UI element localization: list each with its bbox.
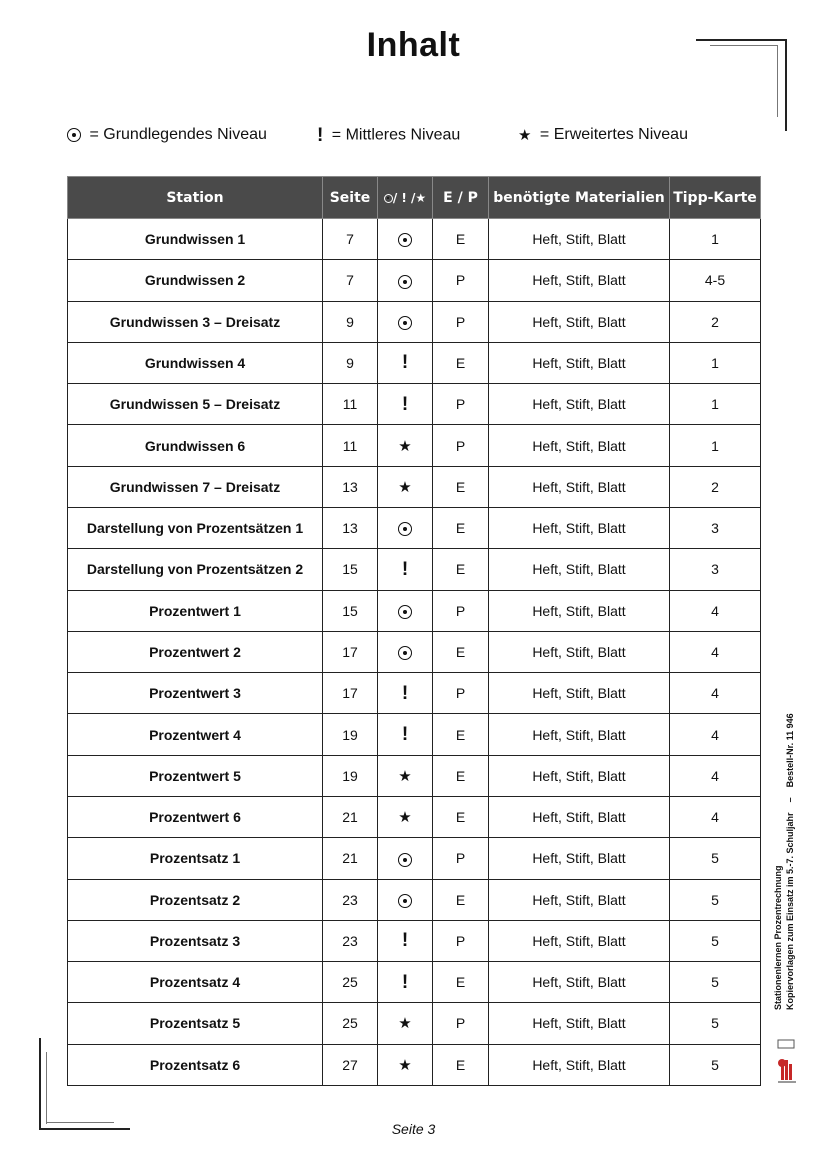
niveau-cell [378,260,433,301]
niveau-cell [378,920,433,961]
exclamation-icon: ! [401,971,409,993]
table-row [68,384,761,425]
circle-dot-icon [398,316,412,330]
table-row [68,590,761,631]
station-cell: Grundwissen 2 [68,260,323,301]
tipp-karte-cell: 1 [670,425,761,466]
ep-cell: P [433,920,489,961]
exclamation-icon: ! [401,558,409,580]
niveau-cell [378,631,433,672]
materialien-cell: Heft, Stift, Blatt [489,755,670,796]
tipp-karte-cell: 5 [670,962,761,1003]
ep-cell: P [433,590,489,631]
table-row [68,838,761,879]
table-row [68,755,761,796]
ep-cell: P [433,384,489,425]
materialien-cell: Heft, Stift, Blatt [489,260,670,301]
side-series-title: Stationenlernen Prozentrechnung [773,865,783,1010]
table-row [68,714,761,755]
page-number: Seite 3 [391,1121,436,1137]
materialien-cell: Heft, Stift, Blatt [489,590,670,631]
header-materialien: benötigte Materialien [489,177,670,219]
star-icon: ★ [415,190,427,205]
materialien-cell: Heft, Stift, Blatt [489,673,670,714]
station-cell: Grundwissen 4 [68,342,323,383]
niveau-cell [378,219,433,260]
exclamation-icon: ! [401,352,409,374]
circle-dot-icon [398,894,412,908]
niveau-cell [378,1044,433,1085]
station-cell: Prozentwert 1 [68,590,323,631]
seite-cell: 17 [323,631,378,672]
materialien-cell: Heft, Stift, Blatt [489,796,670,837]
materialien-cell: Heft, Stift, Blatt [489,301,670,342]
niveau-cell [378,301,433,342]
ep-cell: P [433,301,489,342]
publisher-logo [774,1036,800,1086]
seite-cell: 9 [323,342,378,383]
legend-basic-level [67,126,267,144]
niveau-cell [378,879,433,920]
page-title: Inhalt [366,26,461,64]
seite-cell: 25 [323,962,378,1003]
table-row [68,466,761,507]
tipp-karte-cell: 1 [670,384,761,425]
niveau-cell [378,549,433,590]
table-row [68,673,761,714]
tipp-karte-cell: 2 [670,466,761,507]
table-row [68,920,761,961]
legend-medium-level [317,126,460,145]
tipp-karte-cell: 4 [670,590,761,631]
station-cell: Prozentsatz 4 [68,962,323,1003]
niveau-cell [378,425,433,466]
station-cell: Grundwissen 3 – Dreisatz [68,301,323,342]
station-cell: Prozentsatz 2 [68,879,323,920]
ep-cell: E [433,219,489,260]
ep-cell: E [433,631,489,672]
circle-dot-icon [398,646,412,660]
niveau-cell [378,342,433,383]
table-row [68,549,761,590]
seite-cell: 21 [323,838,378,879]
tipp-karte-cell: 3 [670,549,761,590]
niveau-cell [378,796,433,837]
star-icon: ★ [398,809,412,827]
materialien-cell: Heft, Stift, Blatt [489,342,670,383]
legend-label: = Grundlegendes Niveau [89,126,267,143]
station-cell: Grundwissen 1 [68,219,323,260]
seite-cell: 23 [323,920,378,961]
seite-cell: 19 [323,755,378,796]
seite-cell: 17 [323,673,378,714]
niveau-cell [378,838,433,879]
seite-cell: 19 [323,714,378,755]
materialien-cell: Heft, Stift, Blatt [489,920,670,961]
seite-cell: 11 [323,384,378,425]
ep-cell: P [433,838,489,879]
seite-cell: 7 [323,219,378,260]
seite-cell: 7 [323,260,378,301]
table-row [68,796,761,837]
tipp-karte-cell: 1 [670,342,761,383]
seite-cell: 21 [323,796,378,837]
exclamation-icon: ! [401,930,409,952]
materialien-cell: Heft, Stift, Blatt [489,838,670,879]
side-order-number: Bestell-Nr. 11 946 [785,713,795,788]
tipp-karte-cell: 5 [670,879,761,920]
seite-cell: 15 [323,549,378,590]
table-row [68,260,761,301]
table-row [68,342,761,383]
station-cell: Prozentsatz 1 [68,838,323,879]
circle-dot-icon [398,233,412,247]
ep-cell: E [433,962,489,1003]
legend-advanced-level [518,126,688,144]
seite-cell: 11 [323,425,378,466]
tipp-karte-cell: 5 [670,1003,761,1044]
materialien-cell: Heft, Stift, Blatt [489,1044,670,1085]
tipp-karte-cell: 2 [670,301,761,342]
ep-cell: E [433,342,489,383]
niveau-cell [378,962,433,1003]
materialien-cell: Heft, Stift, Blatt [489,219,670,260]
star-icon: ★ [398,1015,412,1033]
circle-dot-icon [398,275,412,289]
corner-frame-line [46,1052,47,1124]
ep-cell: E [433,755,489,796]
station-cell: Prozentwert 2 [68,631,323,672]
niveau-cell [378,673,433,714]
seite-cell: 15 [323,590,378,631]
table-row [68,879,761,920]
station-cell: Darstellung von Prozentsätzen 1 [68,507,323,548]
legend-label: = Erweitertes Niveau [539,126,688,143]
table-row [68,507,761,548]
header-station: Station [68,177,323,219]
table-header-row [68,177,761,219]
materialien-cell: Heft, Stift, Blatt [489,879,670,920]
ep-cell: P [433,1003,489,1044]
station-cell: Prozentsatz 3 [68,920,323,961]
materialien-cell: Heft, Stift, Blatt [489,549,670,590]
niveau-cell [378,590,433,631]
station-cell: Prozentwert 4 [68,714,323,755]
exclamation-icon: ! [317,125,324,146]
circle-dot-icon [398,522,412,536]
exclamation-icon: ! [401,682,409,704]
tipp-karte-cell: 5 [670,920,761,961]
header-tipp-karte: Tipp-Karte [670,177,761,219]
ep-cell: E [433,714,489,755]
table-row [68,1003,761,1044]
ep-cell: P [433,260,489,301]
station-cell: Prozentsatz 6 [68,1044,323,1085]
seite-cell: 23 [323,879,378,920]
header-seite: Seite [323,177,378,219]
corner-frame-line [696,39,786,41]
circle-dot-icon [67,126,81,144]
tipp-karte-cell: 4-5 [670,260,761,301]
station-cell: Prozentwert 3 [68,673,323,714]
corner-frame-line [710,45,778,46]
ep-cell: E [433,549,489,590]
ep-cell: E [433,1044,489,1085]
materialien-cell: Heft, Stift, Blatt [489,507,670,548]
seite-cell: 25 [323,1003,378,1044]
exclamation-icon: ! [401,393,409,415]
header-ep: E / P [433,177,489,219]
corner-frame-line [785,39,787,131]
niveau-cell [378,755,433,796]
niveau-cell [378,714,433,755]
tipp-karte-cell: 4 [670,714,761,755]
side-imprint [772,680,816,1010]
star-icon: ★ [398,767,412,785]
tipp-karte-cell: 1 [670,219,761,260]
station-cell: Prozentwert 5 [68,755,323,796]
tipp-karte-cell: 4 [670,673,761,714]
ep-cell: E [433,796,489,837]
materialien-cell: Heft, Stift, Blatt [489,1003,670,1044]
contents-table [67,176,761,1086]
materialien-cell: Heft, Stift, Blatt [489,425,670,466]
tipp-karte-cell: 4 [670,631,761,672]
niveau-cell [378,507,433,548]
materialien-cell: Heft, Stift, Blatt [489,384,670,425]
circle-dot-icon [384,191,393,205]
table-row [68,425,761,466]
ep-cell: E [433,466,489,507]
station-cell: Darstellung von Prozentsätzen 2 [68,549,323,590]
materialien-cell: Heft, Stift, Blatt [489,631,670,672]
star-icon: ★ [398,437,412,455]
station-cell: Grundwissen 6 [68,425,323,466]
corner-frame-line [777,45,778,117]
legend-label: = Mittleres Niveau [331,126,461,144]
station-cell: Grundwissen 5 – Dreisatz [68,384,323,425]
circle-dot-icon [398,853,412,867]
materialien-cell: Heft, Stift, Blatt [489,714,670,755]
seite-cell: 13 [323,466,378,507]
tipp-karte-cell: 4 [670,755,761,796]
ep-cell: P [433,425,489,466]
tipp-karte-cell: 5 [670,838,761,879]
header-niveau [378,177,433,219]
exclamation-icon: ! [401,724,409,746]
table-row [68,1044,761,1085]
tipp-karte-cell: 5 [670,1044,761,1085]
header-niveau-separator: / ! / [392,190,416,205]
seite-cell: 13 [323,507,378,548]
seite-cell: 9 [323,301,378,342]
station-cell: Prozentwert 6 [68,796,323,837]
seite-cell: 27 [323,1044,378,1085]
star-icon: ★ [518,126,532,144]
tipp-karte-cell: 3 [670,507,761,548]
niveau-cell [378,384,433,425]
table-row [68,301,761,342]
niveau-cell [378,466,433,507]
materialien-cell: Heft, Stift, Blatt [489,466,670,507]
star-icon: ★ [398,478,412,496]
station-cell: Grundwissen 7 – Dreisatz [68,466,323,507]
corner-frame-line [39,1038,41,1130]
side-separator: – [785,797,795,803]
niveau-cell [378,1003,433,1044]
ep-cell: E [433,507,489,548]
star-icon: ★ [398,1056,412,1074]
table-row [68,631,761,672]
ep-cell: E [433,879,489,920]
station-cell: Prozentsatz 5 [68,1003,323,1044]
table-row [68,962,761,1003]
side-subtitle: Kopiervorlagen zum Einsatz im 5.-7. Schuljahr [785,812,795,1010]
tipp-karte-cell: 4 [670,796,761,837]
materialien-cell: Heft, Stift, Blatt [489,962,670,1003]
circle-dot-icon [398,605,412,619]
table-row [68,219,761,260]
ep-cell: P [433,673,489,714]
